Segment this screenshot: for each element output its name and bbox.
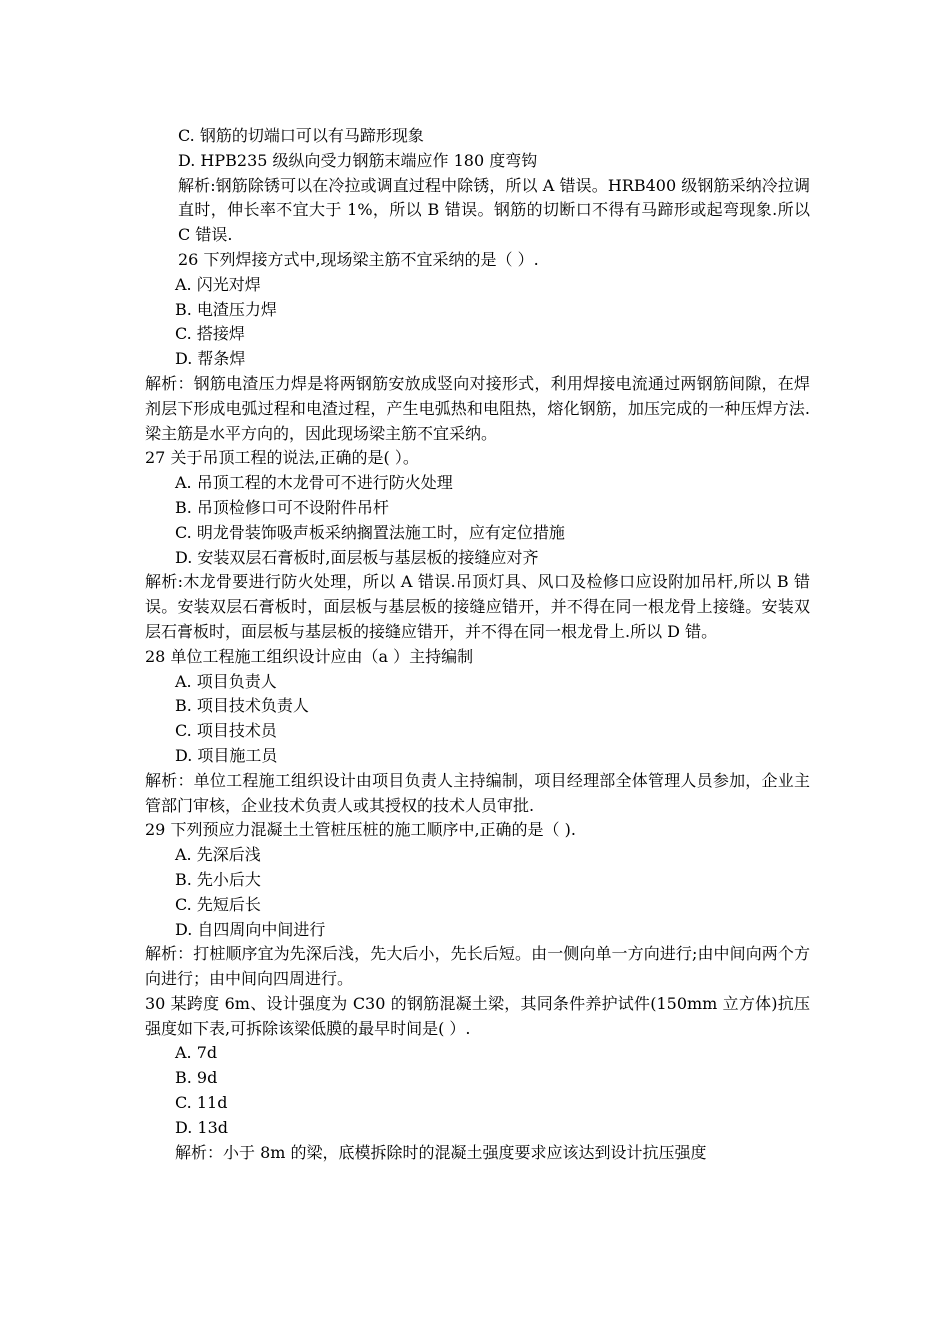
q27-option-b: B. 吊顶检修口可不设附件吊杆 <box>175 497 389 517</box>
q29-option-b: B. 先小后大 <box>175 869 261 889</box>
q28-stem: 28 单位工程施工组织设计应由（a ）主持编制 <box>145 646 474 666</box>
q27-stem: 27 关于吊顶工程的说法,正确的是( ）。 <box>145 448 419 468</box>
q28-analysis: 解析：单位工程施工组织设计由项目负责人主持编制，项目经理部全体管理人员参加，企业主管部门审核，企业技术负责人或其授权的技术人员审批. <box>145 770 810 815</box>
q26-option-a: A. 闪光对焊 <box>175 274 261 294</box>
q26-analysis: 解析：钢筋电渣压力焊是将两钢筋安放成竖向对接形式，利用焊接电流通过两钢筋间隙，在焊剂层下形成电弧过程和电渣过程，产生电弧热和电阻热，熔化钢筋，加压完成的一种压焊方法.梁主筋是水平方向的，因此现场梁主筋不宜采纳。 <box>145 373 810 443</box>
q29-option-c: C. 先短后长 <box>175 894 261 914</box>
q30-stem: 30 某跨度 6m、设计强度为 C30 的钢筋混凝土梁，其同条件养护试件(150mm 立方体)抗压强度如下表,可拆除该梁低膜的最早时间是( ）. <box>145 993 810 1038</box>
q25-analysis: 解析:钢筋除锈可以在冷拉或调直过程中除锈，所以 A 错误。HRB400 级钢筋采纳冷拉调直时，伸长率不宜大于 1%，所以 B 错误。钢筋的切断口不得有马蹄形或起弯现象.所以 C 错误. <box>178 175 810 245</box>
q27-option-a: A. 吊顶工程的木龙骨可不进行防火处理 <box>175 473 453 493</box>
q30-analysis: 解析：小于 8m 的梁，底模拆除时的混凝土强度要求应该达到设计抗压强度 <box>175 1142 707 1162</box>
q30-option-b: B. 9d <box>175 1068 218 1088</box>
q25-option-c: C. 钢筋的切端口可以有马蹄形现象 <box>178 126 424 145</box>
q25-option-d: D. HPB235 级纵向受力钢筋末端应作 180 度弯钩 <box>178 150 538 170</box>
q29-option-d: D. 自四周向中间进行 <box>175 919 326 939</box>
q29-analysis: 解析：打桩顺序宜为先深后浅，先大后小，先长后短。由一侧向单一方向进行;由中间向两个方向进行；由中间向四周进行。 <box>145 944 810 989</box>
q30-option-c: C. 11d <box>175 1093 228 1113</box>
q30-option-a: A. 7d <box>175 1043 218 1063</box>
q28-option-d: D. 项目施工员 <box>175 745 278 765</box>
q27-option-d: D. 安装双层石膏板时,面层板与基层板的接缝应对齐 <box>175 547 539 567</box>
q26-option-c: C. 搭接焊 <box>175 324 245 344</box>
q28-option-b: B. 项目技术负责人 <box>175 696 309 716</box>
q26-option-d: D. 帮条焊 <box>175 349 246 369</box>
q29-option-a: A. 先深后浅 <box>175 845 261 865</box>
q28-option-c: C. 项目技术员 <box>175 721 277 741</box>
q26-stem: 26 下列焊接方式中,现场梁主筋不宜采纳的是（ ）. <box>178 249 539 269</box>
q29-stem: 29 下列预应力混凝土土管桩压桩的施工顺序中,正确的是（ ). <box>145 820 576 840</box>
q30-option-d: D. 13d <box>175 1117 229 1137</box>
q26-option-b: B. 电渣压力焊 <box>175 299 277 319</box>
q27-option-c: C. 明龙骨装饰吸声板采纳搁置法施工时，应有定位措施 <box>175 522 565 542</box>
document-body <box>145 124 810 1165</box>
q28-option-a: A. 项目负责人 <box>175 671 277 691</box>
q27-analysis: 解析:木龙骨要进行防火处理，所以 A 错误.吊顶灯具、风口及检修口应设附加吊杆,所以 B 错误。安装双层石膏板时，面层板与基层板的接缝应错开，并不得在同一根龙骨上接缝。安装双层石膏板时，面层板与基层板的接缝应错开，并不得在同一根龙骨上.所以 D 错。 <box>145 572 810 641</box>
